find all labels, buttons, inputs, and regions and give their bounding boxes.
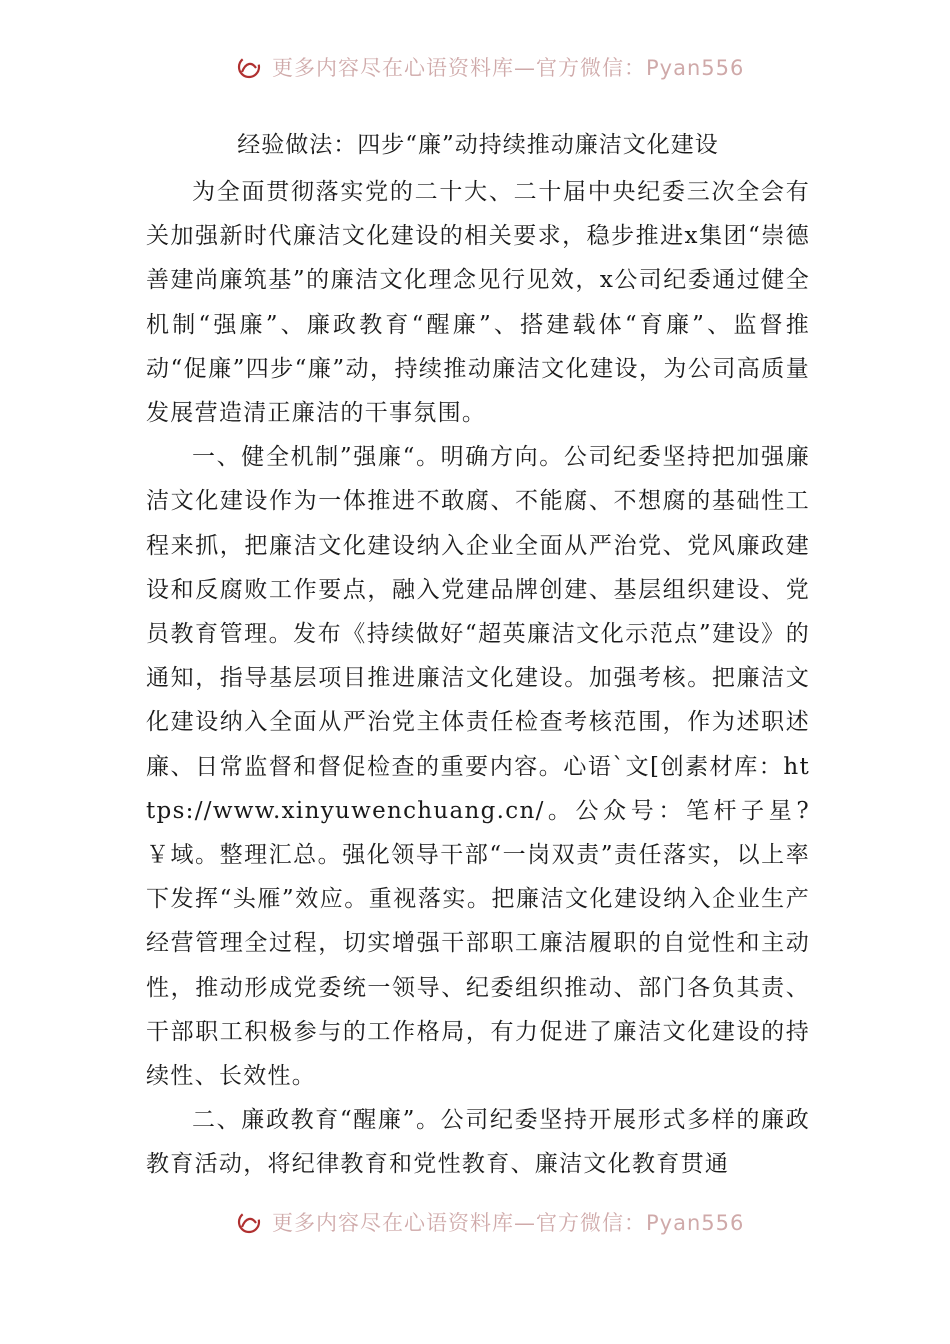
document-body [146,126,810,1187]
watermark-logo-icon [236,1209,262,1235]
watermark-footer [0,1207,950,1237]
paragraph-intro: 为全面贯彻落实党的二十大、二十届中央纪委三次全会有关加强新时代廉洁文化建设的相关要求，稳步推进x集团“崇德善建尚廉筑基”的廉洁文化理念见行见效，x公司纪委通过健全机制“强廉”、廉政教育“醒廉”、搭建载体“育廉”、监督推动“促廉”四步“廉”动，持续推动廉洁文化建设，为公司高质量发展营造清正廉洁的干事氛围。 [146,179,810,427]
watermark-text: 更多内容尽在心语资料库—官方微信：Pyan556 [272,56,745,80]
watermark-text: 更多内容尽在心语资料库—官方微信：Pyan556 [272,1211,745,1235]
watermark-logo-icon [236,54,262,80]
watermark-header [0,52,950,82]
paragraph-section-2: 二、廉政教育“醒廉”。公司纪委坚持开展形式多样的廉政教育活动，将纪律教育和党性教育、廉洁文化教育贯通 [146,1107,810,1178]
paragraph-section-1: 一、健全机制”强廉“。明确方向。公司纪委坚持把加强廉洁文化建设作为一体推进不敢腐、不能腐、不想腐的基础性工程来抓，把廉洁文化建设纳入企业全面从严治党、党风廉政建设和反腐败工作要点，融入党建品牌创建、基层组织建设、党员教育管理。发布《持续做好“超英廉洁文化示范点”建设》的通知，指导基层项目推进廉洁文化建设。加强考核。把廉洁文化建设纳入全面从严治党主体责任检查考核范围，作为述职述廉、日常监督和督促检查的重要内容。心语`文[创素材库：https://www.xinyuwenchuang.cn/。公众号：笔杆子星?￥域。整理汇总。强化领导干部“一岗双责”责任落实，以上率下发挥“头雁”效应。重视落实。把廉洁文化建设纳入企业生产经营管理全过程，切实增强干部职工廉洁履职的自觉性和主动性，推动形成党委统一领导、纪委组织推动、部门各负其责、干部职工积极参与的工作格局，有力促进了廉洁文化建设的持续性、长效性。 [146,444,810,1090]
document-title: 经验做法：四步“廉”动持续推动廉洁文化建设 [237,132,719,158]
